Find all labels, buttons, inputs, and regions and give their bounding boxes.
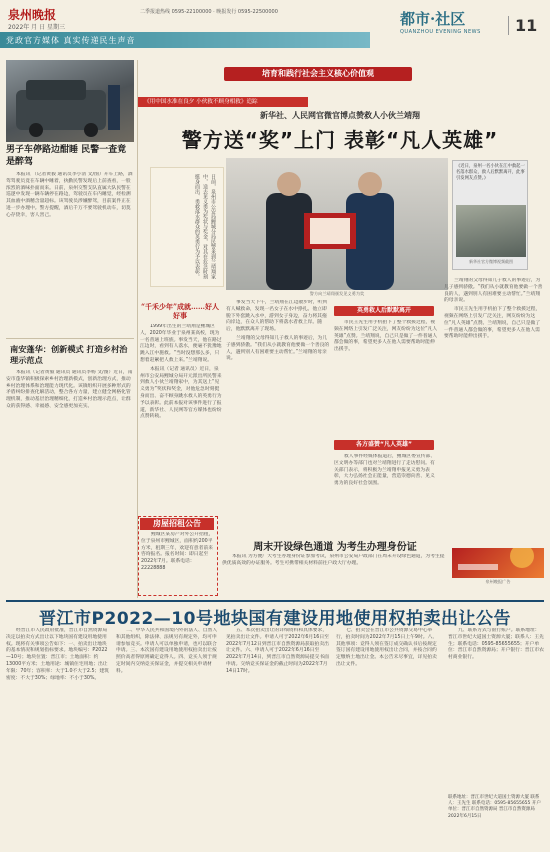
notice-contact: 联系地址：晋江市世纪大道国土资源大厦 联系人：王先生 联系电话：0595-85655655 开户单位：晋江市自然资源局 晋江市自然资源局 2022年6月15日 bbox=[448, 795, 541, 819]
notice-col-4 bbox=[336, 628, 440, 848]
feature-col-4 bbox=[334, 454, 438, 534]
left-bottom-headline: 南安蓬华：创新模式 打造乡村治理示范点 bbox=[10, 344, 128, 365]
notice-col-5-text: 九、联系方式与银行账户。联系地址：晋江市世纪大道国土资源大厦；联系人：王先生；联系电话：0595-85655655；开户单位：晋江市自然资源局；开户银行：晋江市农村商业银行。 bbox=[448, 628, 544, 661]
weibo-caption: 新华社官方微博视频截图 bbox=[469, 259, 513, 264]
award-scene bbox=[226, 158, 448, 290]
feature-col-2 bbox=[226, 300, 330, 512]
notice-col-2-text: 二、中华人民共和国境内外的法人、自然人和其他组织，除法律、法规另有规定外，均可申请参加竞买。申请人可以单独申请，也可以联合申请。三、本次国有建设用地使用权拍卖出让按照价高者得原则确定竞得人。四、竞买人须于规定时间内交纳竞买保证金，并提交相关申请材料。 bbox=[116, 628, 218, 674]
ribbon-praise: 各方盛赞“凡人英雄” bbox=[334, 440, 434, 450]
section-english: QUANZHOU EVENING NEWS bbox=[400, 29, 481, 35]
weibo-screenshot bbox=[452, 160, 528, 270]
id-card-text: 本报讯 为方便广大考生办理身份证参加考试，泉州市公安局户政部门在周末开设绿色通道，为考生提供优质高效的办证服务。考生可携带相关材料前往户政大厅办理。 bbox=[222, 554, 445, 566]
issue-date: 2022年 月 日 星期三 bbox=[8, 24, 65, 31]
left-top-paragraph: 本报讯 （记者黄毅 通讯员李小清 文/图）开车上路，酒驾驾驶员竟在车辆中睡着，执勤民警发现后上前查看，一股浓烈的酒味扑面而来。日前，泉州交警支队直属大队民警在巡逻中发现一辆车辆停在路边，驾驶员在车内睡觉，经检测其血液中酒精含量超标。该驾驶员涉嫌醉驾，目前案件正在进一步办理中。警方提醒，酒后千万不要驾驶机动车，切莫心存侥幸，害人害己。 bbox=[6, 172, 133, 218]
feature-col-5 bbox=[444, 278, 544, 538]
followup-tag: 《用中国水准在良夕 小伙救不顾身相救》追踪 bbox=[138, 97, 308, 107]
weibo-video-thumbnail bbox=[456, 205, 526, 257]
masthead-stripe: 党政官方媒体 真实传递民生声音 bbox=[0, 32, 370, 48]
award-photo bbox=[226, 158, 448, 290]
newspaper-logo: 泉州晚报 bbox=[8, 8, 57, 22]
notice-col-4-text: 七、拍卖会在晋江市公共资源交易中心举行，拍卖时间为2022年7月15日上午9时。八、其他事项：竞得人须在签订成交确认书后按规定签订国有建设用地使用权出让合同，并按合同约定缴纳土地出让金。本公告未尽事宜，详见拍卖出让文件。 bbox=[336, 628, 438, 667]
housing-body bbox=[141, 532, 215, 594]
left-divider bbox=[6, 338, 134, 339]
notice-col-1-text: 经晋江市人民政府批准，晋江市自然资源局决定以拍卖方式出让以下地块国有建设用地使用权。现将有关事项公告如下：一、拍卖出让地块的基本情况和规划指标要求。地块编号：P2022—10号；地块位置：晋江市；土地面积：约13000平方米；土地用途：城镇住宅用地；出让年限：70年；容积率：大于1.0不大于2.5；建筑密度：不大于30%；绿地率：不小于30%。 bbox=[6, 628, 109, 681]
feature-col-5-more: 市民王先生用手机拍下了整个救援过程，视频在网络上引发广泛关注，网友纷纷为这位“凡人英雄”点赞。兰靖翔说，自己只是做了一件普通人都会做的事，希望更多人在他人需要帮助时能伸出援手。 bbox=[444, 307, 541, 340]
notice-headline: 晋江市P2022—10号地块国有建设用地使用权拍卖出让公告 bbox=[39, 609, 511, 629]
photo-scene bbox=[6, 60, 134, 142]
feature-col-1-text: 1999年出生的兰靖翔是鲤城区人，2020年毕业于泉州某高校，现为一名普通上班族。事发当天，他在路过江边时，看到有人落水，便毫不犹豫地跳入江中施救。“当时没想那么多，只想着赶紧把人救上来。”兰靖翔说。 bbox=[140, 324, 222, 363]
ad-graphic bbox=[452, 548, 544, 578]
ribbon-rescue: 英勇救人后默默离开 bbox=[334, 306, 434, 316]
feature-col-4-text: 救人事件经媒体报道后，鲤城区委宣传部、区文明办等部门也对兰靖翔进行了走访慰问。有关部门表示，将积极为兰靖翔申报见义勇为表彰，大力弘扬社会正能量，营造崇德向善、见义勇为的良好社会氛围。 bbox=[334, 454, 436, 487]
id-card-body bbox=[222, 554, 448, 598]
masthead-info: 二季报道热线 0595-22100000 · 晚报发行 0595-22500000 bbox=[140, 9, 278, 15]
masthead bbox=[0, 0, 550, 52]
page-number: 11 bbox=[508, 16, 537, 35]
feature-col-2-text: 事发当天下午，兰靖翔在江边散步时，听到有人喊救命，发现一名女子在水中挣扎。他立即脱下外套跳入水中，游到女子身边，奋力将其拖向岸边，在众人的帮助下将落水者救上岸。随后，他默默离开了现场。 bbox=[226, 300, 328, 333]
housing-text: 鲤城区某房产对外公开招租，位于泉州市鲤城区，面积约200平方米，租期三年，欢迎有意者前来咨询报名。报名时间：即日起至2022年7月。联系电话：22228888 bbox=[141, 532, 214, 571]
ribbon-youth: “千禾少年”成就……好人好事 bbox=[140, 302, 220, 320]
feature-col-3-text: 市民王先生用手机拍下了整个救援过程，视频在网络上引发广泛关注，网友纷纷为这位“凡人英雄”点赞。兰靖翔说，自己只是做了一件普通人都会做的事，希望更多人在他人需要帮助时能伸出援手。 bbox=[334, 320, 438, 353]
notice-col-3 bbox=[226, 628, 330, 848]
feature-subhead: 新华社、人民网官微官博点赞救人小伙兰靖翔 bbox=[260, 111, 420, 120]
notice-col-1 bbox=[6, 628, 110, 848]
left-top-body bbox=[6, 172, 134, 334]
core-values-banner: 培育和践行社会主义核心价值观 bbox=[224, 67, 412, 81]
feature-col-1 bbox=[140, 324, 222, 512]
notice-col-2 bbox=[116, 628, 220, 848]
section-name: 都市·社区 bbox=[400, 10, 466, 28]
left-bottom-body bbox=[6, 370, 134, 598]
id-card-headline: 周末开设绿色通道 为考生办理身份证 bbox=[253, 542, 417, 553]
ad-caption: 泉州晚报广告 bbox=[485, 579, 511, 584]
award-photo-caption: 警方向兰靖翔颁发见义勇为奖 bbox=[309, 291, 365, 296]
drunk-driver-photo bbox=[6, 60, 134, 142]
feature-col-5-text: 兰靖翔的父母得知儿子救人的事迹后，为儿子感到骄傲。“我们从小就教育他要做一个善良的人，遇到别人有困难要主动帮忙。”兰靖翔的母亲说。 bbox=[444, 278, 543, 304]
left-bottom-paragraph: 本报讯（记者黄毅 通讯员 通讯员李杨 文/图）近日，南安市蓬华镇积极探索乡村治理新模式，创新治理方式，推动乡村治理体系和治理能力现代化。该镇组织开展多种形式的矛盾纠纷排查化解活动，整合各方力量，建立健全网格化管理机制，推动基层治理精细化，打造乡村治理示范点，让群众的获得感、幸福感、安全感更加充实。 bbox=[6, 370, 133, 409]
feature-quote: 日前，泉州市公安局鲤城分局民警来到兰靖翔家中，送去见义勇为奖状与奖金，对其在危急时刻挺身而出、勇救落水群众的英勇行为予以表彰。 bbox=[150, 167, 224, 287]
feature-col-3 bbox=[334, 320, 438, 438]
notice-col-3-text: 五、本次拍卖出让的详细资料和具体要求，见拍卖出让文件。申请人可于2022年6月16日至2022年7月12日到晋江市自然资源局获取拍卖出让文件。六、申请人可于2022年6月16日至2022年7月14日，到晋江市自然资源局提交书面申请。交纳竞买保证金的截止时间为2022年7月14日17时。 bbox=[226, 628, 329, 674]
weibo-text: 《近日，泉州一名小伙在江中救起一名落水群众，救人后默默离开，此事引发网友点赞。》 bbox=[456, 164, 525, 181]
notice-col-5 bbox=[448, 628, 544, 792]
ad-shapes bbox=[452, 548, 544, 578]
feature-headline: 警方送“奖”上门 表彰“凡人英雄” bbox=[181, 128, 499, 152]
feature-col-1-more: 本报讯（记者 通讯员）近日，泉州市公安局鲤城分局开元派出所民警来到救人小伙兰靖翔家中，为其送上“见义勇为”奖状和奖金，对他危急时刻挺身而出、奋不顾身跳水救人的英勇行为予以表彰。此前本报对该事件进行了报道，新华社、人民网等官方媒体也纷纷点赞转载。 bbox=[140, 366, 222, 420]
housing-tag: 房屋招租公告 bbox=[140, 518, 214, 530]
feature-col-2-more: 兰靖翔的父母得知儿子救人的事迹后，为儿子感到骄傲。“我们从小就教育他要做一个善良的人，遇到别人有困难要主动帮忙。”兰靖翔的母亲说。 bbox=[226, 335, 330, 362]
left-top-headline: 男子车停路边酣睡 民警一查竟是醉驾 bbox=[6, 145, 127, 167]
notice-rule bbox=[6, 600, 544, 602]
